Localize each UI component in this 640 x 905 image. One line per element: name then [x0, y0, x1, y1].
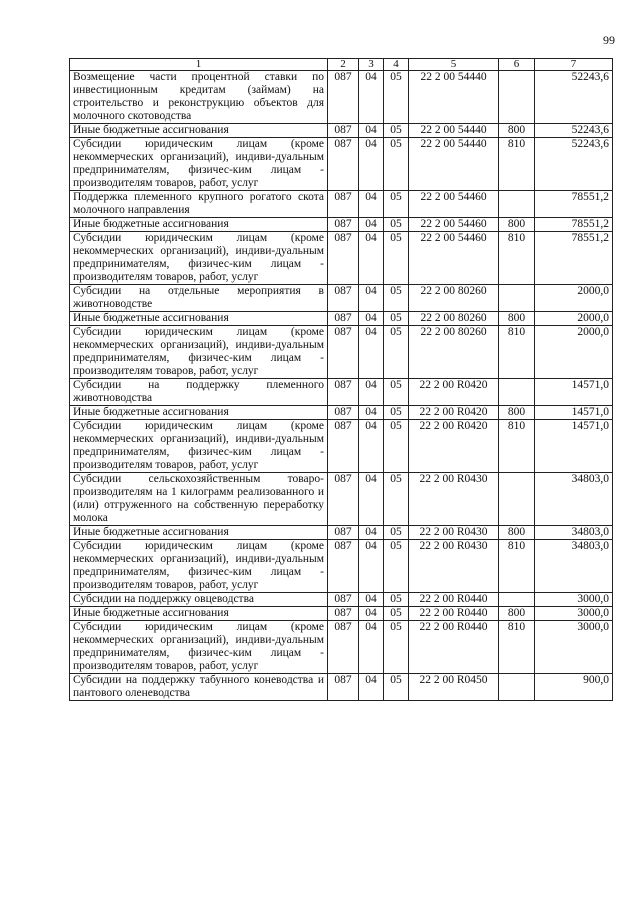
subsection-code: 05 — [384, 379, 409, 406]
amount: 2000,0 — [535, 312, 613, 326]
amount: 14571,0 — [535, 420, 613, 473]
expense-type-code: 800 — [499, 124, 535, 138]
amount: 52243,6 — [535, 138, 613, 191]
target-article-code: 22 2 00 80260 — [409, 285, 499, 312]
amount: 52243,6 — [535, 71, 613, 124]
expense-type-code: 800 — [499, 406, 535, 420]
target-article-code: 22 2 00 R0420 — [409, 379, 499, 406]
row-name: Субсидии юридическим лицам (кроме некоммерческих организаций), индиви-дуальным предпринимателям, физичес-ким лицам - производителям товаров, работ, услуг — [70, 420, 328, 473]
target-article-code: 22 2 00 R0420 — [409, 406, 499, 420]
subsection-code: 05 — [384, 326, 409, 379]
table-row — [70, 218, 613, 232]
budget-table — [69, 58, 613, 701]
amount: 34803,0 — [535, 540, 613, 593]
expense-type-code: 800 — [499, 526, 535, 540]
chapter-code: 087 — [328, 312, 359, 326]
amount: 2000,0 — [535, 326, 613, 379]
row-name: Субсидии на поддержку овцеводства — [70, 593, 328, 607]
row-name: Возмещение части процентной ставки по инвестиционным кредитам (займам) на строительство и реконструкцию объектов для молочного скотоводства — [70, 71, 328, 124]
row-name: Иные бюджетные ассигнования — [70, 218, 328, 232]
row-name: Субсидии юридическим лицам (кроме некоммерческих организаций), индиви-дуальным предпринимателям, физичес-ким лицам - производителям товаров, работ, услуг — [70, 326, 328, 379]
table-row — [70, 420, 613, 473]
row-name: Субсидии сельскохозяйственным товаро-производителям на 1 килограмм реализованного и (или) отгруженного на собственную переработку молока — [70, 473, 328, 526]
amount: 52243,6 — [535, 124, 613, 138]
section-code: 04 — [359, 312, 384, 326]
expense-type-code: 810 — [499, 326, 535, 379]
section-code: 04 — [359, 326, 384, 379]
expense-type-code — [499, 473, 535, 526]
table-row — [70, 406, 613, 420]
subsection-code: 05 — [384, 526, 409, 540]
page-number: 99 — [603, 33, 615, 47]
row-name: Субсидии на поддержку племенного животноводства — [70, 379, 328, 406]
section-code: 04 — [359, 124, 384, 138]
section-code: 04 — [359, 526, 384, 540]
target-article-code: 22 2 00 R0440 — [409, 593, 499, 607]
row-name: Поддержка племенного крупного рогатого скота молочного направления — [70, 191, 328, 218]
chapter-code: 087 — [328, 674, 359, 701]
chapter-code: 087 — [328, 326, 359, 379]
chapter-code: 087 — [328, 285, 359, 312]
row-name: Иные бюджетные ассигнования — [70, 406, 328, 420]
section-code: 04 — [359, 420, 384, 473]
table-header — [70, 59, 613, 71]
row-name: Иные бюджетные ассигнования — [70, 124, 328, 138]
chapter-code: 087 — [328, 593, 359, 607]
subsection-code: 05 — [384, 621, 409, 674]
amount: 14571,0 — [535, 406, 613, 420]
expense-type-code — [499, 285, 535, 312]
table-row — [70, 232, 613, 285]
target-article-code: 22 2 00 R0430 — [409, 540, 499, 593]
subsection-code: 05 — [384, 674, 409, 701]
chapter-code: 087 — [328, 379, 359, 406]
target-article-code: 22 2 00 80260 — [409, 312, 499, 326]
row-name: Субсидии юридическим лицам (кроме некоммерческих организаций), индиви-дуальным предпринимателям, физичес-ким лицам - производителям товаров, работ, услуг — [70, 621, 328, 674]
column-header: 3 — [359, 59, 384, 71]
row-name: Субсидии на отдельные мероприятия в животноводстве — [70, 285, 328, 312]
table-row — [70, 285, 613, 312]
subsection-code: 05 — [384, 420, 409, 473]
chapter-code: 087 — [328, 191, 359, 218]
subsection-code: 05 — [384, 406, 409, 420]
section-code: 04 — [359, 621, 384, 674]
expense-type-code — [499, 674, 535, 701]
amount: 3000,0 — [535, 607, 613, 621]
column-header: 4 — [384, 59, 409, 71]
table-row — [70, 526, 613, 540]
subsection-code: 05 — [384, 285, 409, 312]
expense-type-code — [499, 593, 535, 607]
expense-type-code: 800 — [499, 218, 535, 232]
table-row — [70, 326, 613, 379]
table-body — [70, 71, 613, 701]
subsection-code: 05 — [384, 232, 409, 285]
subsection-code: 05 — [384, 124, 409, 138]
expense-type-code — [499, 379, 535, 406]
row-name: Иные бюджетные ассигнования — [70, 607, 328, 621]
amount: 34803,0 — [535, 526, 613, 540]
section-code: 04 — [359, 218, 384, 232]
amount: 3000,0 — [535, 593, 613, 607]
chapter-code: 087 — [328, 71, 359, 124]
target-article-code: 22 2 00 54440 — [409, 71, 499, 124]
section-code: 04 — [359, 285, 384, 312]
row-name: Субсидии юридическим лицам (кроме некоммерческих организаций), индиви-дуальным предпринимателям, физичес-ким лицам - производителям товаров, работ, услуг — [70, 138, 328, 191]
target-article-code: 22 2 00 54460 — [409, 232, 499, 285]
target-article-code: 22 2 00 80260 — [409, 326, 499, 379]
amount: 3000,0 — [535, 621, 613, 674]
chapter-code: 087 — [328, 420, 359, 473]
chapter-code: 087 — [328, 218, 359, 232]
section-code: 04 — [359, 191, 384, 218]
subsection-code: 05 — [384, 540, 409, 593]
amount: 900,0 — [535, 674, 613, 701]
amount: 78551,2 — [535, 191, 613, 218]
column-header: 1 — [70, 59, 328, 71]
table-row — [70, 71, 613, 124]
chapter-code: 087 — [328, 540, 359, 593]
target-article-code: 22 2 00 R0430 — [409, 526, 499, 540]
chapter-code: 087 — [328, 138, 359, 191]
amount: 78551,2 — [535, 232, 613, 285]
column-header: 6 — [499, 59, 535, 71]
amount: 78551,2 — [535, 218, 613, 232]
table-row — [70, 607, 613, 621]
table-row — [70, 124, 613, 138]
section-code: 04 — [359, 379, 384, 406]
amount: 34803,0 — [535, 473, 613, 526]
column-header: 5 — [409, 59, 499, 71]
expense-type-code: 810 — [499, 138, 535, 191]
subsection-code: 05 — [384, 607, 409, 621]
expense-type-code: 810 — [499, 621, 535, 674]
target-article-code: 22 2 00 R0430 — [409, 473, 499, 526]
chapter-code: 087 — [328, 473, 359, 526]
subsection-code: 05 — [384, 71, 409, 124]
table-row — [70, 540, 613, 593]
subsection-code: 05 — [384, 312, 409, 326]
chapter-code: 087 — [328, 232, 359, 285]
chapter-code: 087 — [328, 621, 359, 674]
section-code: 04 — [359, 674, 384, 701]
header-row — [70, 59, 613, 71]
row-name: Субсидии юридическим лицам (кроме некоммерческих организаций), индиви-дуальным предпринимателям, физичес-ким лицам - производителям товаров, работ, услуг — [70, 540, 328, 593]
subsection-code: 05 — [384, 593, 409, 607]
chapter-code: 087 — [328, 406, 359, 420]
chapter-code: 087 — [328, 124, 359, 138]
target-article-code: 22 2 00 54460 — [409, 218, 499, 232]
expense-type-code — [499, 71, 535, 124]
row-name: Иные бюджетные ассигнования — [70, 526, 328, 540]
subsection-code: 05 — [384, 218, 409, 232]
table-row — [70, 379, 613, 406]
section-code: 04 — [359, 593, 384, 607]
section-code: 04 — [359, 71, 384, 124]
amount: 14571,0 — [535, 379, 613, 406]
chapter-code: 087 — [328, 526, 359, 540]
column-header: 7 — [535, 59, 613, 71]
target-article-code: 22 2 00 R0440 — [409, 621, 499, 674]
expense-type-code: 800 — [499, 607, 535, 621]
target-article-code: 22 2 00 R0440 — [409, 607, 499, 621]
column-header: 2 — [328, 59, 359, 71]
expense-type-code: 800 — [499, 312, 535, 326]
section-code: 04 — [359, 607, 384, 621]
table-row — [70, 621, 613, 674]
row-name: Субсидии юридическим лицам (кроме некоммерческих организаций), индиви-дуальным предпринимателям, физичес-ким лицам - производителям товаров, работ, услуг — [70, 232, 328, 285]
table-row — [70, 312, 613, 326]
chapter-code: 087 — [328, 607, 359, 621]
table-row — [70, 674, 613, 701]
section-code: 04 — [359, 406, 384, 420]
target-article-code: 22 2 00 54440 — [409, 138, 499, 191]
expense-type-code: 810 — [499, 420, 535, 473]
target-article-code: 22 2 00 54440 — [409, 124, 499, 138]
table-row — [70, 593, 613, 607]
row-name: Субсидии на поддержку табунного коневодства и пантового оленеводства — [70, 674, 328, 701]
row-name: Иные бюджетные ассигнования — [70, 312, 328, 326]
section-code: 04 — [359, 540, 384, 593]
expense-type-code: 810 — [499, 540, 535, 593]
expense-type-code: 810 — [499, 232, 535, 285]
table-row — [70, 473, 613, 526]
table-row — [70, 138, 613, 191]
subsection-code: 05 — [384, 473, 409, 526]
amount: 2000,0 — [535, 285, 613, 312]
table-row — [70, 191, 613, 218]
target-article-code: 22 2 00 54460 — [409, 191, 499, 218]
section-code: 04 — [359, 473, 384, 526]
section-code: 04 — [359, 232, 384, 285]
subsection-code: 05 — [384, 138, 409, 191]
subsection-code: 05 — [384, 191, 409, 218]
expense-type-code — [499, 191, 535, 218]
section-code: 04 — [359, 138, 384, 191]
target-article-code: 22 2 00 R0420 — [409, 420, 499, 473]
target-article-code: 22 2 00 R0450 — [409, 674, 499, 701]
